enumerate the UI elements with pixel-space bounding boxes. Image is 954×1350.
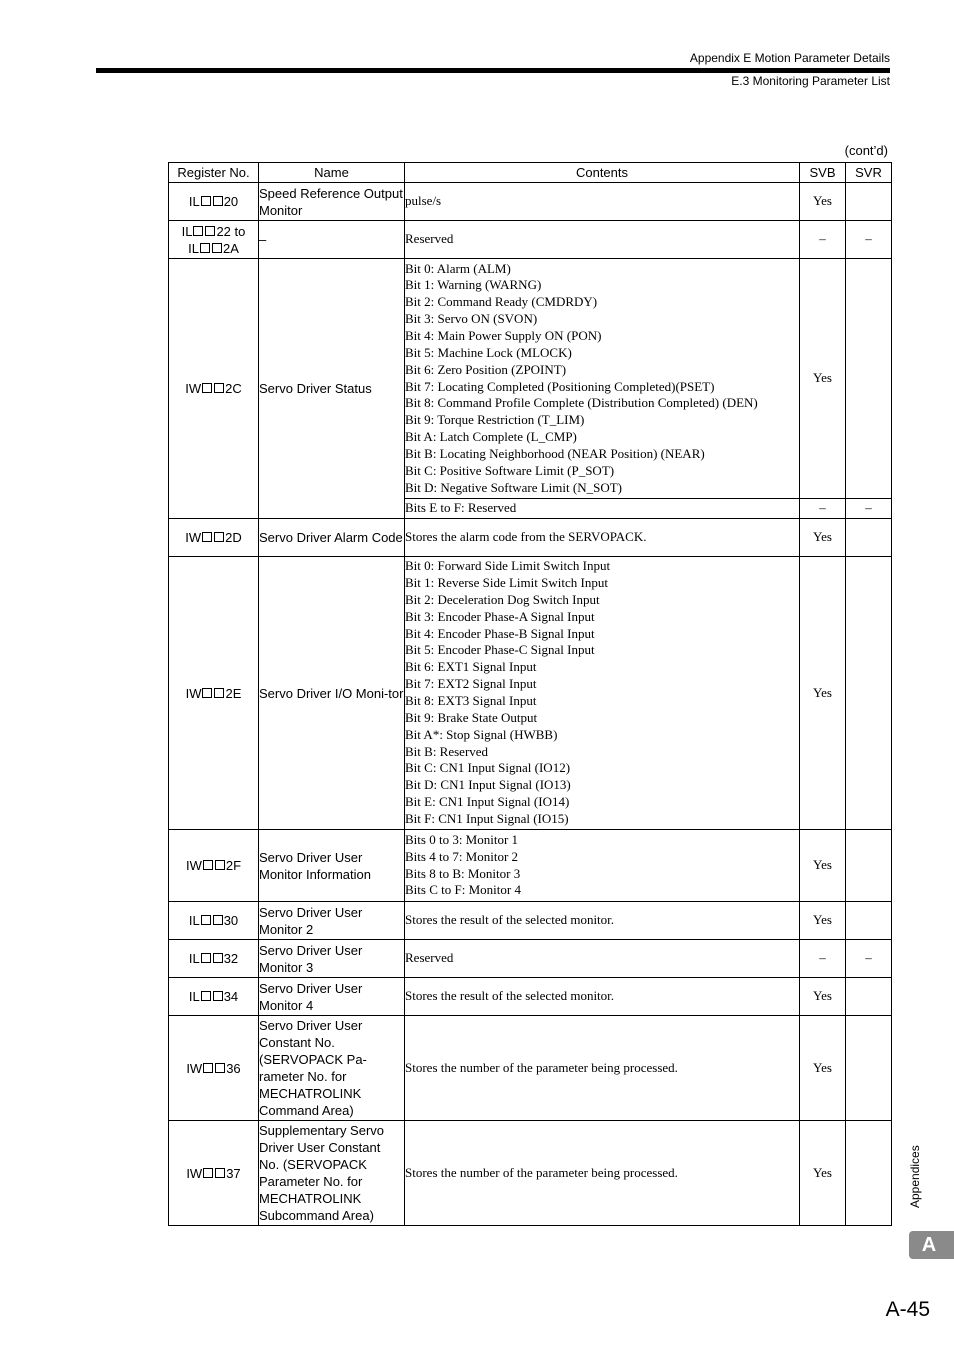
placeholder-box-icon — [202, 383, 212, 393]
col-header-svb: SVB — [800, 163, 846, 183]
contents-line: Bit 6: EXT1 Signal Input — [405, 659, 537, 675]
svb-cell: Yes — [800, 259, 846, 499]
register-prefix: IL — [188, 240, 199, 256]
svr-cell — [846, 1016, 892, 1121]
register-no-cell — [169, 557, 259, 830]
register-no-cell — [169, 183, 259, 221]
contents-line: Bit 9: Brake State Output — [405, 709, 538, 725]
header-chapter: Appendix E Motion Parameter Details — [689, 51, 890, 65]
register-suffix: 37 — [226, 1165, 241, 1181]
contents-cell — [405, 1016, 800, 1121]
contents-line: Bit 2: Command Ready (CMDRDY) — [405, 294, 598, 310]
register-no-cell — [169, 1016, 259, 1121]
register-suffix: 34 — [223, 989, 239, 1004]
placeholder-box-icon — [213, 915, 223, 925]
placeholder-box-icon — [205, 226, 215, 236]
register-prefix: IW — [185, 381, 202, 396]
contents-line: Stores the result of the selected monitor. — [405, 988, 615, 1004]
placeholder-box-icon — [214, 688, 224, 698]
placeholder-box-icon — [201, 953, 211, 963]
register-suffix: 32 — [223, 951, 239, 966]
col-header-contents: Contents — [405, 163, 800, 183]
contents-cell — [405, 902, 800, 940]
contents-cell — [405, 978, 800, 1016]
contents-cell: Bits E to F: Reserved — [405, 499, 800, 519]
svr-cell — [846, 557, 892, 830]
contents-line: Bit 3: Servo ON (SVON) — [405, 311, 538, 327]
contents-line: Bit 9: Torque Restriction (T_LIM) — [405, 412, 585, 428]
placeholder-box-icon — [202, 532, 212, 542]
contents-line: Bit 1: Warning (WARNG) — [405, 277, 542, 293]
svb-cell: Yes — [800, 183, 846, 221]
contents-line: Stores the alarm code from the SERVOPACK. — [405, 529, 647, 545]
header-section: E.3 Monitoring Parameter List — [731, 74, 890, 88]
contents-line: Bit B: Reserved — [405, 743, 489, 759]
contents-cell — [405, 1121, 800, 1226]
svr-cell — [846, 830, 892, 902]
placeholder-box-icon — [214, 532, 224, 542]
contents-line: Bits 8 to B: Monitor 3 — [405, 865, 521, 881]
svb-cell: – — [800, 940, 846, 978]
register-no-cell — [169, 259, 259, 519]
register-no-cell — [169, 830, 259, 902]
contents-line: Bit A*: Stop Signal (HWBB) — [405, 726, 558, 742]
register-prefix: IW — [185, 685, 202, 701]
register-no-cell — [169, 978, 259, 1016]
placeholder-box-icon — [203, 1168, 213, 1178]
register-suffix: 2E — [225, 685, 242, 701]
appendix-tab-marker: A — [909, 1231, 954, 1259]
contents-cell — [405, 259, 800, 499]
svb-cell: Yes — [800, 557, 846, 830]
register-suffix: 2A — [222, 240, 239, 256]
contents-line: Bit 8: EXT3 Signal Input — [405, 693, 537, 708]
placeholder-box-icon — [213, 953, 223, 963]
register-prefix: IL — [181, 223, 193, 239]
register-prefix: IW — [185, 530, 202, 545]
name-cell: Servo Driver I/O Moni-tor — [259, 557, 405, 830]
register-no-cell — [169, 519, 259, 557]
svb-cell: Yes — [800, 519, 846, 557]
contents-line: Bit D: Negative Software Limit (N_SOT) — [405, 479, 622, 495]
contents-line: Bit E: CN1 Input Signal (IO14) — [405, 794, 570, 810]
placeholder-box-icon — [215, 1168, 225, 1178]
register-suffix: 20 — [223, 194, 239, 209]
table-row — [169, 1121, 892, 1226]
register-no-cell — [169, 902, 259, 940]
table-header-row — [169, 163, 892, 183]
svb-cell: Yes — [800, 1016, 846, 1121]
contents-line: Bits 4 to 7: Monitor 2 — [405, 848, 519, 864]
svr-cell — [846, 902, 892, 940]
contents-line: Bit 7: Locating Completed (Positioning Completed)(PSET) — [405, 378, 715, 394]
appendices-side-label: Appendices — [908, 1145, 922, 1208]
placeholder-box-icon — [202, 688, 212, 698]
contents-line: Bit 2: Deceleration Dog Switch Input — [405, 591, 600, 607]
contents-line: Bit D: CN1 Input Signal (IO13) — [405, 777, 571, 793]
register-prefix: IL — [188, 989, 200, 1004]
placeholder-box-icon — [213, 196, 223, 206]
register-prefix: IL — [188, 194, 200, 209]
placeholder-box-icon — [215, 860, 225, 870]
name-cell: Servo Driver User Constant No. (SERVOPACK Pa-rameter No. for MECHATROLINK Command Area) — [259, 1016, 405, 1121]
table-row — [169, 183, 892, 221]
register-prefix: IW — [186, 1060, 203, 1076]
register-no-cell — [169, 1121, 259, 1226]
svb-cell: – — [800, 499, 846, 519]
name-cell: Servo Driver User Monitor 3 — [259, 940, 405, 978]
register-suffix: 36 — [226, 1060, 241, 1076]
continued-label: (cont’d) — [844, 143, 888, 158]
register-prefix: IW — [186, 1165, 203, 1181]
placeholder-box-icon — [201, 991, 211, 1001]
col-header-svr: SVR — [846, 163, 892, 183]
contents-line: Bit 3: Encoder Phase-A Signal Input — [405, 608, 595, 624]
contents-line: Bit C: Positive Software Limit (P_SOT) — [405, 462, 615, 478]
contents-line: Bit F: CN1 Input Signal (IO15) — [405, 810, 569, 826]
svr-cell — [846, 519, 892, 557]
contents-line: Bit 1: Reverse Side Limit Switch Input — [405, 575, 608, 591]
table-row — [169, 940, 892, 978]
register-suffix: 30 — [223, 913, 239, 928]
placeholder-box-icon — [215, 1063, 225, 1073]
contents-line: Bit 6: Zero Position (ZPOINT) — [405, 361, 567, 377]
name-cell: Servo Driver Status — [259, 259, 405, 519]
placeholder-box-icon — [200, 243, 210, 253]
contents-line: Bit 8: Command Profile Complete (Distribution Completed) (DEN) — [405, 395, 758, 411]
contents-cell — [405, 940, 800, 978]
contents-cell — [405, 221, 800, 259]
header-rule — [96, 68, 890, 73]
contents-line: Reserved — [405, 950, 454, 966]
table-row — [169, 259, 892, 499]
placeholder-box-icon — [212, 243, 222, 253]
svr-cell: – — [846, 940, 892, 978]
contents-line: Reserved — [405, 231, 454, 247]
col-header-name: Name — [259, 163, 405, 183]
contents-line: Bit 5: Machine Lock (MLOCK) — [405, 344, 572, 360]
contents-cell — [405, 557, 800, 830]
page-number: A-45 — [885, 1298, 930, 1321]
register-no-cell — [169, 221, 259, 259]
register-suffix: 2D — [225, 530, 242, 545]
contents-line: Bit A: Latch Complete (L_CMP) — [405, 429, 577, 445]
svr-cell — [846, 1121, 892, 1226]
contents-line: Bits C to F: Monitor 4 — [405, 882, 521, 898]
table-row — [169, 902, 892, 940]
contents-line: Stores the number of the parameter being processed. — [405, 1059, 678, 1075]
register-prefix: IW — [185, 858, 202, 873]
table-row — [169, 557, 892, 830]
contents-line: Bit 4: Main Power Supply ON (PON) — [405, 327, 602, 343]
name-cell: Servo Driver User Monitor 4 — [259, 978, 405, 1016]
placeholder-box-icon — [201, 196, 211, 206]
register-prefix: IL — [188, 951, 200, 966]
register-suffix: 22 to — [216, 223, 246, 239]
name-cell: Servo Driver Alarm Code — [259, 519, 405, 557]
contents-line: Stores the number of the parameter being processed. — [405, 1164, 678, 1180]
placeholder-box-icon — [193, 226, 203, 236]
svr-cell — [846, 183, 892, 221]
contents-cell — [405, 830, 800, 902]
contents-cell — [405, 519, 800, 557]
contents-line: Bit 5: Encoder Phase-C Signal Input — [405, 642, 595, 658]
col-header-register: Register No. — [169, 163, 259, 183]
name-cell: – — [259, 221, 405, 259]
placeholder-box-icon — [213, 991, 223, 1001]
contents-line: Bits 0 to 3: Monitor 1 — [405, 831, 519, 847]
contents-line: Bit 0: Forward Side Limit Switch Input — [405, 558, 611, 574]
name-cell: Servo Driver User Monitor Information — [259, 830, 405, 902]
name-cell: Supplementary Servo Driver User Constant No. (SERVOPACK Parameter No. for MECHATROLINK Subcommand Area) — [259, 1121, 405, 1226]
svb-cell: Yes — [800, 830, 846, 902]
svb-cell: – — [800, 221, 846, 259]
table-row — [169, 978, 892, 1016]
name-cell: Servo Driver User Monitor 2 — [259, 902, 405, 940]
register-suffix: 2C — [225, 381, 242, 396]
svr-cell: – — [846, 499, 892, 519]
svr-cell — [846, 978, 892, 1016]
contents-cell — [405, 183, 800, 221]
svb-cell: Yes — [800, 902, 846, 940]
contents-line: Bit C: CN1 Input Signal (IO12) — [405, 760, 571, 776]
svr-cell: – — [846, 221, 892, 259]
placeholder-box-icon — [201, 915, 211, 925]
placeholder-box-icon — [203, 1063, 213, 1073]
table-row — [169, 1016, 892, 1121]
contents-line: Bit B: Locating Neighborhood (NEAR Position) (NEAR) — [405, 445, 705, 461]
name-cell: Speed Reference Output Monitor — [259, 183, 405, 221]
table-row — [169, 830, 892, 902]
table-row — [169, 519, 892, 557]
table-row — [169, 221, 892, 259]
register-prefix: IL — [188, 913, 200, 928]
svb-cell: Yes — [800, 978, 846, 1016]
placeholder-box-icon — [203, 860, 213, 870]
contents-line: Stores the result of the selected monitor. — [405, 912, 615, 928]
placeholder-box-icon — [214, 383, 224, 393]
contents-line: Bit 7: EXT2 Signal Input — [405, 676, 537, 692]
register-no-cell — [169, 940, 259, 978]
svb-cell: Yes — [800, 1121, 846, 1226]
contents-line: pulse/s — [405, 193, 442, 209]
monitoring-parameter-table — [168, 162, 892, 1226]
svr-cell — [846, 259, 892, 499]
contents-line: Bit 4: Encoder Phase-B Signal Input — [405, 625, 595, 641]
register-suffix: 2F — [225, 858, 242, 873]
contents-line: Bit 0: Alarm (ALM) — [405, 260, 511, 276]
